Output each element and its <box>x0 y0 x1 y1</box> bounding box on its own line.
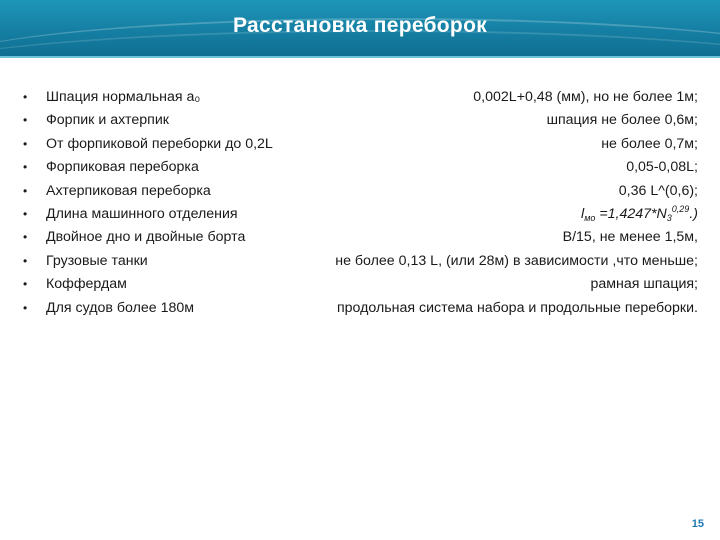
bullet-icon: • <box>23 277 28 292</box>
formula-equation: =1,4247*N <box>595 205 667 222</box>
bullet-icon: • <box>23 300 28 315</box>
header-divider <box>0 56 720 58</box>
bullet-icon: • <box>23 113 28 128</box>
item-value: 0,36 L^(0,6); <box>618 182 698 199</box>
formula-exponent: 0,29 <box>671 203 690 214</box>
item-value: 0,05-0,08L; <box>626 159 698 176</box>
item-label: Форпик и ахтерпик <box>46 112 169 129</box>
list-item <box>0 226 720 249</box>
item-value: не более 0,7м; <box>601 135 698 152</box>
formula-tail: .) <box>689 205 698 222</box>
slide-title: Расстановка переборок <box>232 14 488 37</box>
item-value: B/15, не менее 1,5м, <box>562 229 698 246</box>
formula-l-subscript: мо <box>584 212 596 223</box>
item-value: шпация не более 0,6м; <box>546 112 698 129</box>
item-label: Для судов более 180м <box>46 299 195 316</box>
bullet-icon: • <box>23 230 28 245</box>
item-label: Форпиковая переборка <box>46 159 199 176</box>
bullet-icon: • <box>23 253 28 268</box>
list-item <box>0 250 720 273</box>
page-number: 15 <box>691 518 704 530</box>
bullet-icon: • <box>23 183 28 198</box>
formula-n-subscript: 3 <box>666 212 672 223</box>
slide-header <box>0 0 720 56</box>
engine-room-formula <box>581 203 698 226</box>
item-label: Грузовые танки <box>46 252 148 269</box>
item-label: От форпиковой переборки до 0,2L <box>46 135 273 152</box>
list-item <box>0 86 720 109</box>
bullet-icon: • <box>23 90 28 104</box>
list-item <box>0 297 720 320</box>
item-label: Шпация нормальная a₀ <box>46 89 201 105</box>
bullet-icon: • <box>23 206 28 221</box>
item-label: Двойное дно и двойные борта <box>46 229 246 246</box>
item-label: Коффердам <box>46 276 127 293</box>
item-label: Длина машинного отделения <box>46 205 238 222</box>
bulkhead-spacing-list <box>0 86 720 320</box>
bullet-icon: • <box>23 160 28 175</box>
item-value: рамная шпация; <box>590 276 698 293</box>
item-value: не более 0,13 L, (или 28м) в зависимости ,что меньше; <box>335 252 698 269</box>
list-item <box>0 156 720 179</box>
bullet-icon: • <box>23 136 28 151</box>
item-label: Ахтерпиковая переборка <box>46 182 211 199</box>
formula-l: l <box>581 205 585 222</box>
list-item <box>0 109 720 132</box>
item-value: продольная система набора и продольные переборки. <box>336 299 698 316</box>
item-value: 0,002L+0,48 (мм), но не более 1м; <box>473 89 698 105</box>
list-item <box>0 180 720 203</box>
list-item <box>0 133 720 156</box>
list-item <box>0 273 720 296</box>
list-item <box>0 203 720 226</box>
